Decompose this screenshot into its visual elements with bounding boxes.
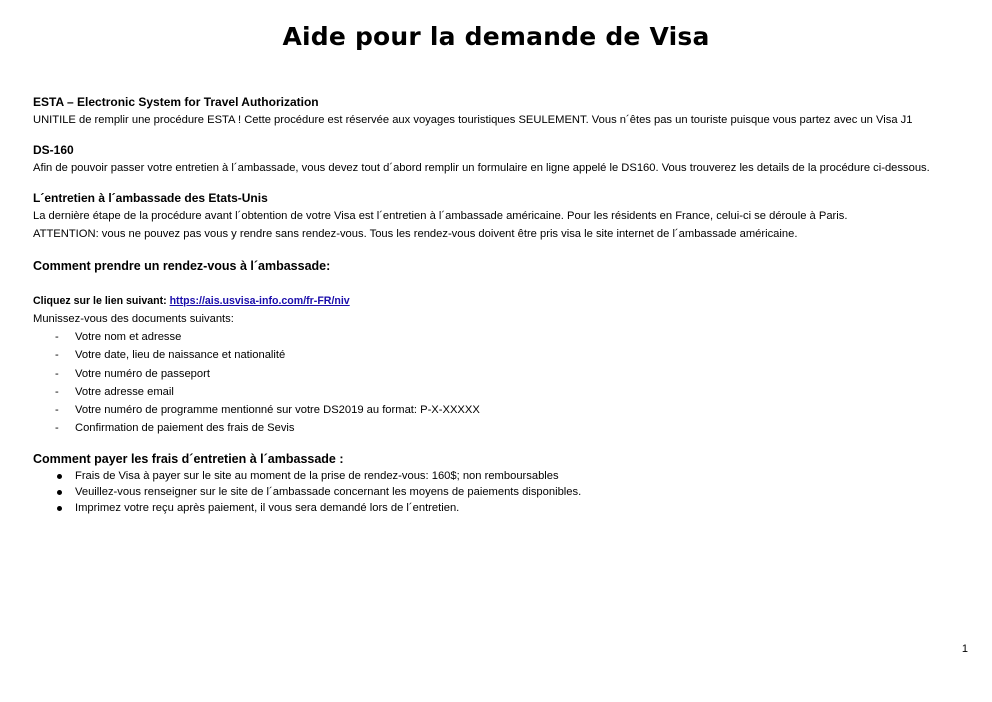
page-number: 1 (961, 643, 968, 655)
list-item: - Votre date, lieu de naissance et nationalité (33, 346, 963, 364)
list-item: Veuillez-vous renseigner sur le site de l´ambassade concernant les moyens de paiements disponibles. (33, 484, 963, 500)
dash-marker: - (55, 404, 59, 417)
section-ds160 (33, 142, 963, 177)
dash-marker: - (55, 349, 59, 362)
section-rendezvous (33, 258, 963, 438)
visa-appointment-link[interactable]: https://ais.usvisa-info.com/fr-FR/niv (169, 295, 350, 307)
section-heading-ds160: DS-160 (33, 143, 74, 157)
section-esta (33, 94, 963, 129)
bullet-icon (57, 474, 62, 479)
list-item: - Votre numéro de programme mentionné sur votre DS2019 au format: P-X-XXXXX (33, 401, 963, 419)
list-item: - Confirmation de paiement des frais de Sevis (33, 419, 963, 437)
section-text-ds160: Afin de pouvoir passer votre entretien à l´ambassade, vous devez tout d´abord remplir un formulaire en ligne appelé le DS160. Vous trouverez les details de la procédure ci-dessous. (33, 162, 930, 174)
document-body (33, 94, 963, 517)
section-frais (33, 451, 963, 517)
link-line (33, 292, 963, 310)
section-entretien (33, 190, 963, 243)
section-text-entretien-2: ATTENTION: vous ne pouvez pas vous y rendre sans rendez-vous. Tous les rendez-vous doivent être pris visa le site internet de l´ambassade américaine. (33, 228, 798, 240)
fees-list (33, 468, 963, 517)
dash-marker: - (55, 385, 59, 398)
dash-marker: - (55, 331, 59, 343)
list-item: Frais de Visa à payer sur le site au moment de la prise de rendez-vous: 160$; non remboursables (33, 468, 963, 484)
list-item: Imprimez votre reçu après paiement, il vous sera demandé lors de l´entretien. (33, 500, 963, 516)
list-item: - Votre numéro de passeport (33, 365, 963, 383)
link-label: Cliquez sur le lien suivant: (33, 295, 170, 307)
documents-intro: Munissez-vous des documents suivants: (33, 313, 234, 325)
dash-marker: - (55, 422, 59, 435)
bullet-icon (57, 490, 62, 495)
section-text-esta: UNITILE de remplir une procédure ESTA ! Cette procédure est réservée aux voyages touristiques SEULEMENT. Vous n´êtes pas un touriste puisque vous partez avec un Visa J1 (33, 114, 913, 126)
list-item: - Votre adresse email (33, 383, 963, 401)
section-heading-frais: Comment payer les frais d´entretien à l´ambassade : (33, 451, 344, 466)
list-item: - Votre nom et adresse (33, 328, 963, 346)
section-text-entretien-1: La dernière étape de la procédure avant l´obtention de votre Visa est l´entretien à l´ambassade américaine. Pour les résidents en France, celui-ci se déroule à Paris. (33, 210, 848, 222)
section-heading-rendezvous: Comment prendre un rendez-vous à l´ambassade: (33, 259, 331, 273)
section-heading-entretien: L´entretien à l´ambassade des Etats-Unis (33, 191, 268, 205)
documents-list (33, 328, 963, 438)
bullet-icon (57, 506, 62, 511)
section-heading-esta: ESTA – Electronic System for Travel Authorization (33, 95, 319, 109)
page-title: Aide pour la demande de Visa (282, 22, 710, 51)
dash-marker: - (55, 367, 59, 380)
